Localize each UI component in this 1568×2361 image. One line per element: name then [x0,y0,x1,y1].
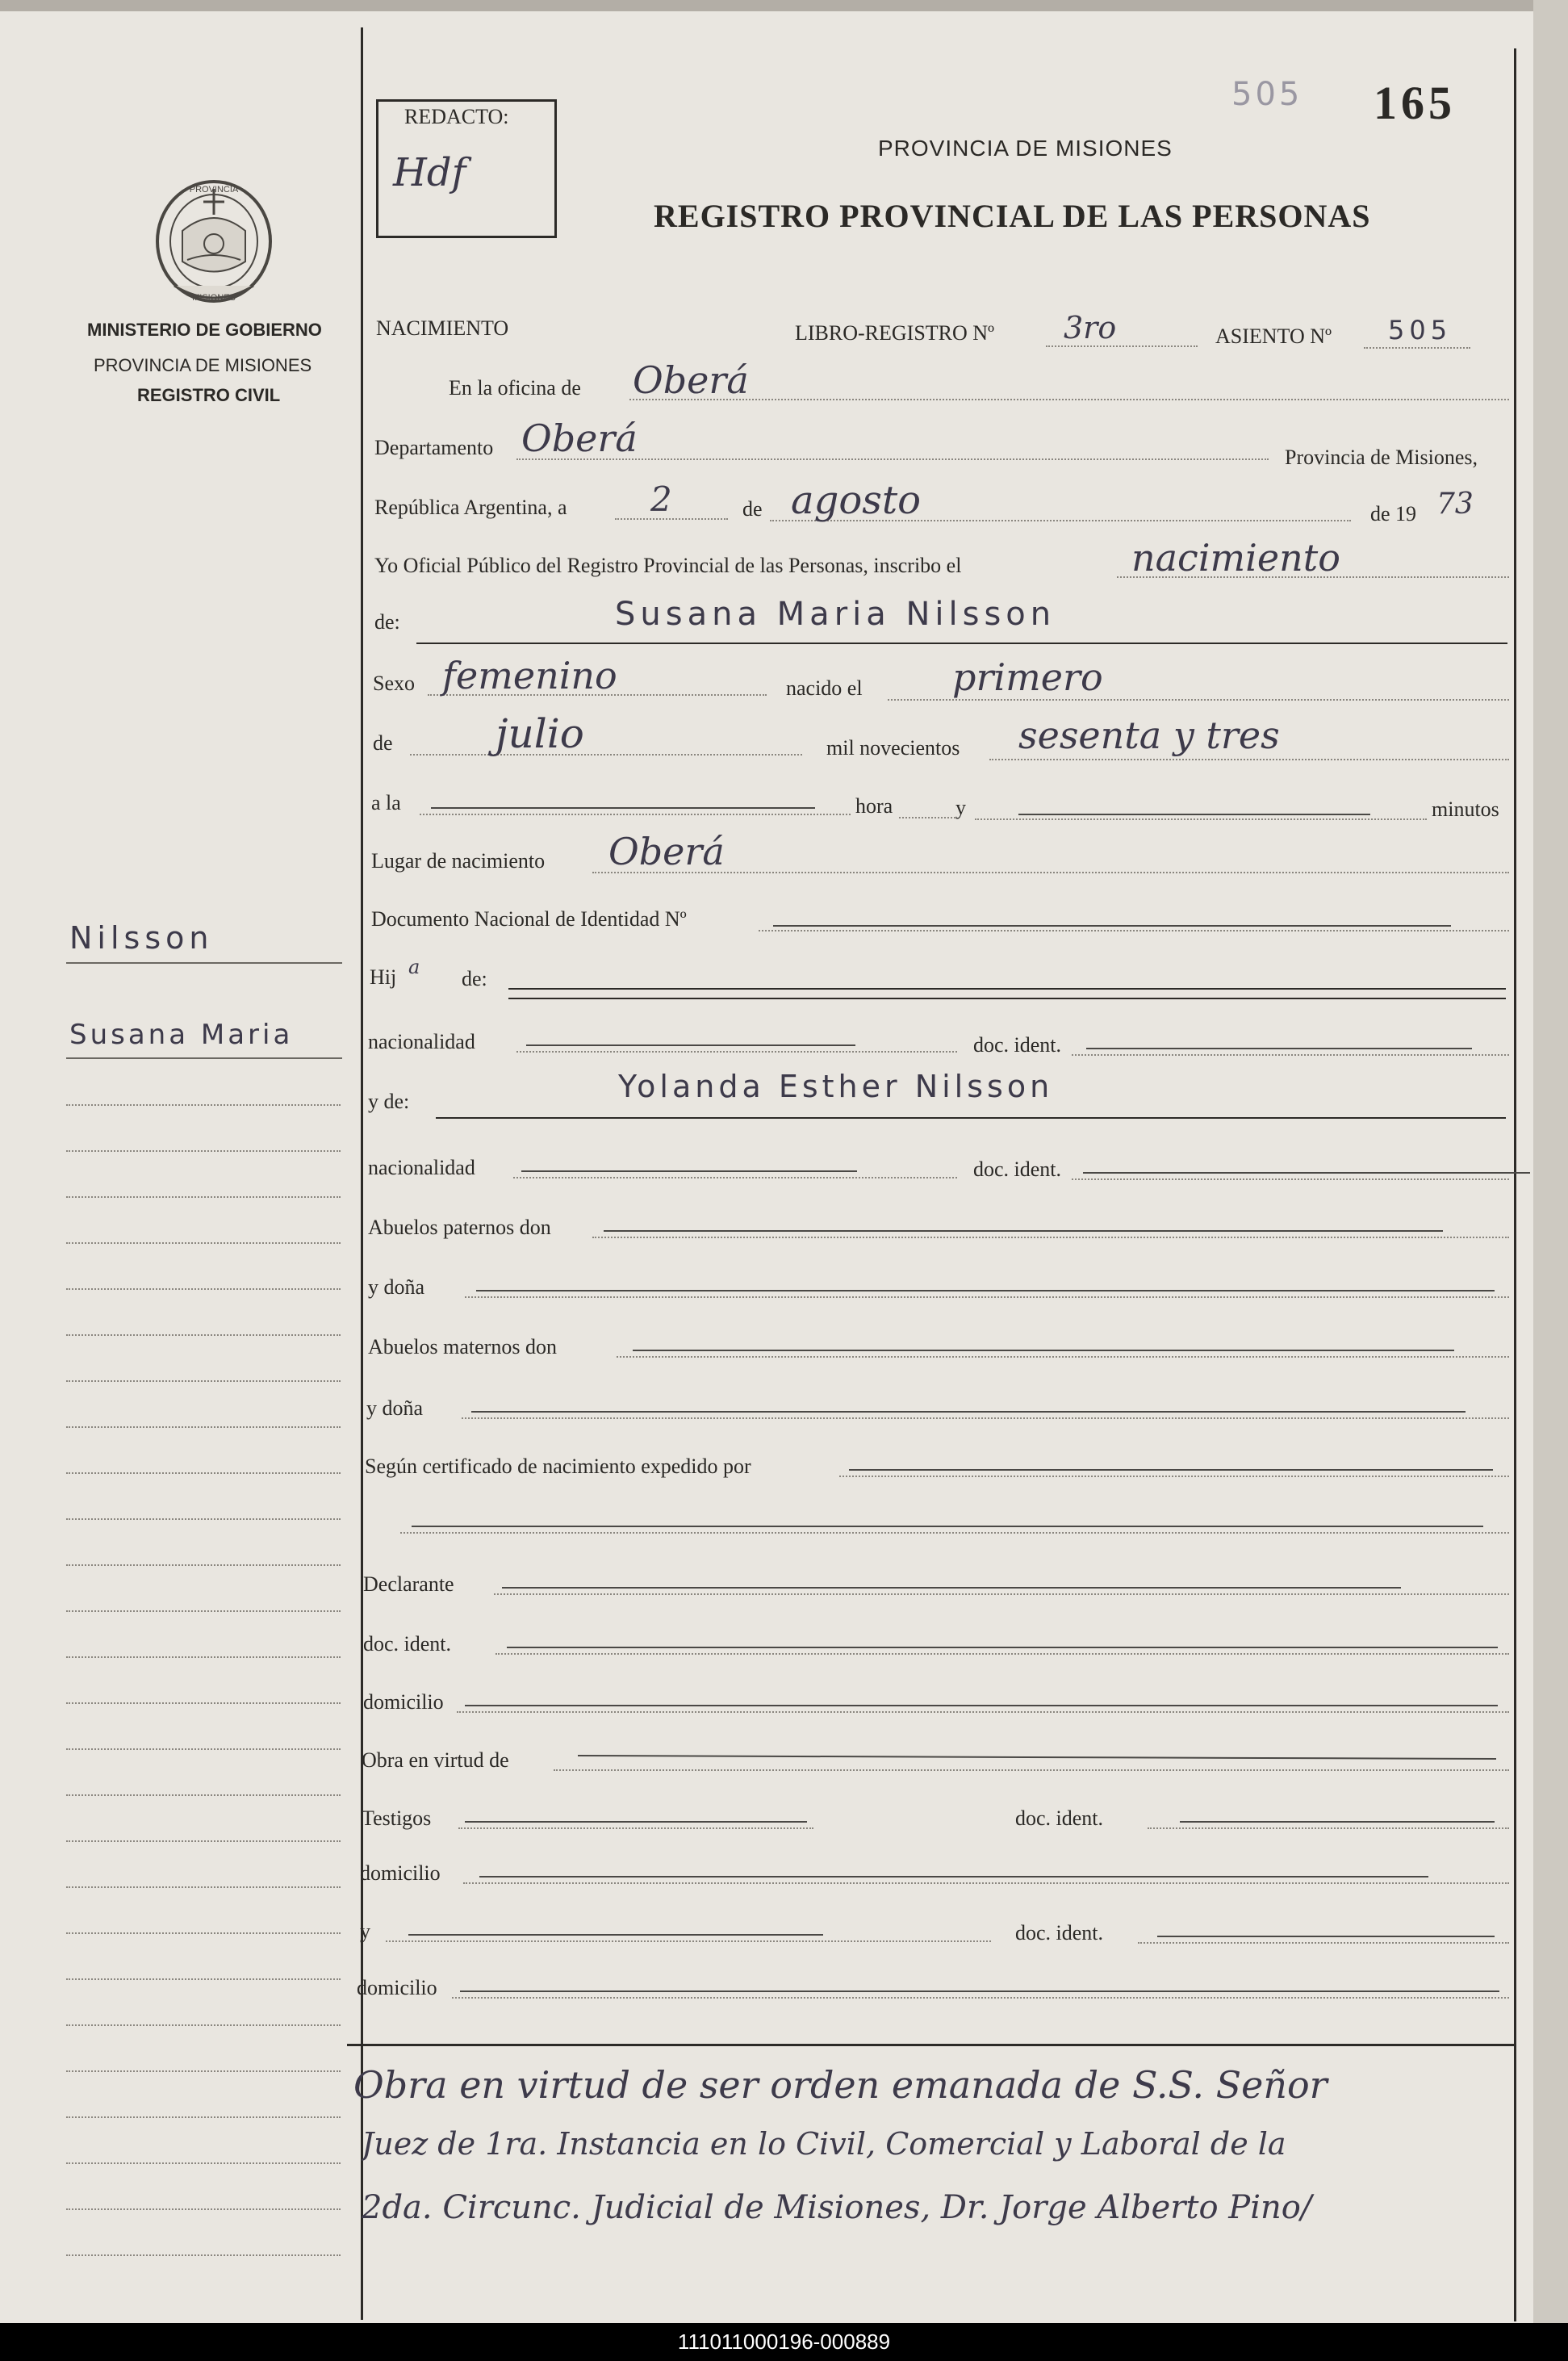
hija-label: Hij [370,965,397,989]
doc-ident3-label: doc. ident. [363,1632,452,1656]
margin-rule [66,1840,341,1842]
y-dona2-dash [471,1411,1466,1413]
redacto-box [376,99,557,238]
doc-ident-field [1072,1054,1509,1056]
y-label: y [955,796,966,819]
margin-rule [66,1702,341,1704]
doc-ident-dash [1086,1048,1472,1049]
segun-field [839,1476,1509,1477]
father-field [508,988,1506,990]
lugar-field [592,872,1509,873]
margin-rule [66,1748,341,1750]
abuelos-paternos-dash [604,1230,1443,1232]
domicilio2-label: domicilio [360,1861,441,1885]
inscribo-value: nacimiento [1131,536,1340,580]
folio-number: 165 [1374,77,1456,129]
nacionalidad-dash [526,1044,855,1046]
margin-rule [66,1794,341,1796]
mil-field [989,759,1509,760]
document-id-footer: 111011000196-000889 [0,2323,1568,2361]
testigos-label: Testigos [362,1806,432,1830]
departamento-value: Oberá [521,417,638,460]
minutos-dash [1018,814,1370,815]
doc-ident5-dash [1157,1936,1495,1937]
de2-label: de [373,731,393,755]
domicilio-label: domicilio [363,1690,444,1714]
note-separator-rule [347,2044,1514,2046]
nacido-label: nacido el [786,676,863,700]
libro-value: 3ro [1064,310,1117,345]
segun-dash [849,1469,1493,1471]
ministry-line3: REGISTRO CIVIL [137,385,281,405]
nacido-value: primero [952,655,1103,699]
y2-dash [408,1934,823,1936]
nacionalidad2-dash [521,1170,857,1172]
month2-value: julio [495,710,584,757]
margin-rule [66,2208,341,2210]
margin-rule [66,1104,341,1106]
minutos-field [975,818,1427,820]
hora-field [899,817,955,818]
margin-rule [66,1472,341,1474]
doc-ident5-label: doc. ident. [1015,1921,1104,1944]
oficina-label: En la oficina de [449,376,581,400]
margin-rule [66,1288,341,1290]
lugar-value: Oberá [608,830,725,873]
margin-rule [66,1656,341,1658]
documento-field [759,930,1509,931]
nacionalidad-field [516,1051,957,1053]
asiento-label: ASIENTO Nº [1215,324,1332,348]
y2-field [386,1940,991,1942]
margin-surname: Nilsson [69,920,214,956]
obra-dash [578,1755,1496,1760]
declarante-field [494,1593,1509,1595]
right-margin-rule [1514,48,1516,2321]
margin-rule [66,2024,341,2026]
declarante-dash [502,1587,1401,1589]
margin-rule [66,1518,341,1520]
month2-field [410,754,802,756]
margin-rule [66,1150,341,1152]
margin-surname-line [66,962,342,964]
margin-rule [66,1334,341,1336]
a-la-field [420,814,851,815]
y-dona-dash [476,1290,1495,1291]
segun-dash2 [412,1526,1483,1527]
doc-ident4-dash [1180,1821,1495,1823]
seal-top-text: PROVINCIA [189,185,239,195]
domicilio2-field [463,1882,1509,1884]
doc-ident5-field [1138,1942,1509,1944]
note-line1: Obra en virtud de ser orden emanada de S.S. Señor [353,2063,1328,2107]
minutos-label: minutos [1432,797,1499,821]
hora-label: hora [855,794,893,818]
a-la-dash [431,807,815,809]
asiento-value: 505 [1388,315,1453,345]
hija-suffix: a [408,956,420,978]
documento-label: Documento Nacional de Identidad Nº [371,907,687,931]
departamento-label: Departamento [374,436,494,459]
margin-rule [66,1380,341,1382]
domicilio2-dash [479,1876,1428,1877]
abuelos-maternos-dash [633,1350,1454,1351]
domicilio-dash [465,1705,1498,1706]
libro-label: LIBRO-REGISTRO Nº [795,321,995,345]
margin-rule [66,1564,341,1566]
domicilio3-field [452,1997,1509,1999]
segun-label: Según certificado de nacimiento expedido por [365,1455,751,1478]
nacido-field [888,699,1509,701]
y-dona-label: y doña [368,1275,425,1299]
domicilio3-dash [460,1991,1499,1992]
pencil-number: 505 [1231,76,1303,113]
day-value: 2 [650,479,672,519]
abuelos-maternos-field [617,1356,1509,1358]
obra-field [554,1769,1509,1771]
de-colon-label: de: [374,610,400,634]
abuelos-paternos-label: Abuelos paternos don [368,1216,551,1239]
margin-rule [66,1196,341,1198]
yo-oficial-label: Yo Oficial Público del Registro Provincial de las Personas, inscribo el [374,554,962,577]
year-value: 73 [1436,488,1474,521]
testigos-field [458,1827,813,1829]
margin-rule [66,2162,341,2164]
margin-rule [66,1242,341,1244]
y-dona2-label: y doña [366,1396,424,1420]
margin-rule [66,1978,341,1980]
margin-rule [66,1426,341,1428]
y-dona2-field [462,1417,1509,1419]
y-de-label: y de: [368,1090,410,1113]
mother-value: Yolanda Esther Nilsson [618,1069,1054,1104]
segun-field2 [400,1532,1509,1534]
domicilio3-label: domicilio [357,1976,437,1999]
note-line3: 2da. Circunc. Judicial de Misiones, Dr. Jorge Alberto Pino/ [362,2189,1312,2226]
y2-label: y [360,1919,370,1943]
margin-rule [66,1610,341,1612]
libro-field [1046,345,1198,347]
mother-field [436,1117,1506,1119]
ministry-line2: PROVINCIA DE MISIONES [94,355,312,375]
doc-ident4-label: doc. ident. [1015,1806,1104,1830]
margin-rule [66,1886,341,1888]
provincia-label: Provincia de Misiones, [1285,446,1478,469]
year-label: de 19 [1370,502,1417,525]
margin-rule [66,1932,341,1934]
doc-ident-label: doc. ident. [973,1033,1062,1057]
redacto-signature: Hdf [393,150,466,195]
sexo-label: Sexo [373,672,415,695]
doc-ident4-field [1148,1827,1509,1829]
republica-label: República Argentina, a [374,496,567,519]
sexo-value: femenino [442,654,617,697]
name-value: Susana Maria Nilsson [615,596,1056,633]
doc-ident2-label: doc. ident. [973,1157,1062,1181]
month-value: agosto [791,478,922,523]
page-right-edge [1533,0,1568,2323]
abuelos-paternos-field [592,1237,1509,1238]
ministry-line1: MINISTERIO DE GOBIERNO [87,320,322,340]
nacimiento-label: NACIMIENTO [376,316,509,340]
abuelos-maternos-label: Abuelos maternos don [368,1335,557,1358]
oficina-field [629,399,1509,400]
asiento-field [1364,347,1470,349]
lugar-label: Lugar de nacimiento [371,849,546,873]
y-dona-field [465,1296,1509,1298]
oficina-value: Oberá [633,358,749,402]
a-la-label: a la [371,791,401,814]
domicilio-field [457,1711,1509,1713]
margin-given-names: Susana Maria [69,1019,294,1051]
obra-label: Obra en virtud de [362,1748,509,1772]
name-field [416,643,1507,644]
provincial-seal-icon [150,173,278,310]
margin-rule [66,2070,341,2072]
doc-ident2-dash [1083,1172,1530,1174]
father-field-underline [508,998,1506,999]
month-de-label: de [742,497,763,521]
margin-rule [66,2116,341,2118]
province-heading: PROVINCIA DE MISIONES [878,136,1173,161]
testigos-dash [465,1821,807,1823]
mil-label: mil novecientos [826,736,960,760]
nacionalidad2-field [513,1177,957,1178]
nacionalidad-label: nacionalidad [368,1030,475,1053]
redacto-label: REDACTO: [404,105,509,128]
registry-title: REGISTRO PROVINCIAL DE LAS PERSONAS [654,198,1371,234]
page-top-edge [0,0,1568,11]
documento-dash [773,925,1451,927]
doc-ident2-field [1072,1178,1509,1180]
note-line2: Juez de 1ra. Instancia en lo Civil, Comercial y Laboral de la [362,2126,1286,2162]
seal-bottom-text: MISIONES [192,293,236,303]
margin-given-names-line [66,1057,342,1059]
margin-rule [66,2254,341,2256]
nacionalidad2-label: nacionalidad [368,1156,475,1179]
doc-ident3-field [495,1653,1509,1655]
mil-value: sesenta y tres [1018,714,1280,757]
declarante-label: Declarante [363,1572,454,1596]
hija-de-label: de: [462,967,487,990]
doc-ident3-dash [507,1647,1498,1648]
